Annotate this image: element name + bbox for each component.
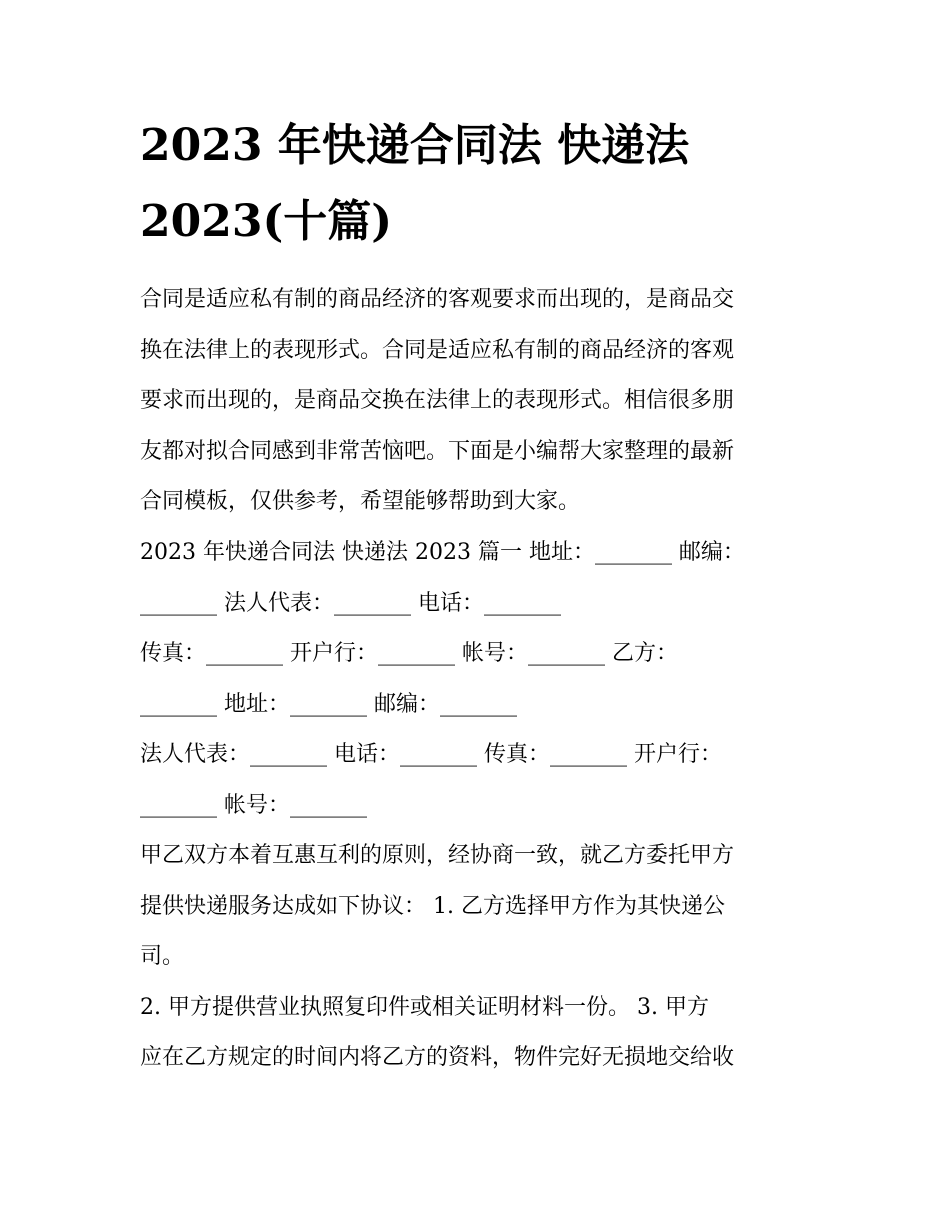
- contract-line: 2. 甲方提供营业执照复印件或相关证明材料一份。 3. 甲方: [140, 994, 709, 1020]
- title-line-1: 2023 年快递合同法 快递法: [140, 120, 690, 171]
- contract-line: 法人代表：_______ 电话：_______ 传真：_______ 开户行：: [140, 742, 722, 767]
- contract-line: _______ 法人代表：_______ 电话：_______: [140, 590, 561, 616]
- intro-line: 要求而出现的，是商品交换在法律上的表现形式。相信很多朋: [140, 388, 735, 413]
- intro-line: 友都对拟合同感到非常苦恼吧。下面是小编帮大家整理的最新: [140, 438, 735, 464]
- contract-line: 司。: [140, 944, 185, 969]
- intro-line: 换在法律上的表现形式。合同是适应私有制的商品经济的客观: [140, 337, 735, 363]
- contract-line: 应在乙方规定的时间内将乙方的资料，物件完好无损地交给收: [140, 1045, 735, 1070]
- document-title: [140, 108, 820, 260]
- contract-line: _______ 地址：_______ 邮编：_______: [140, 691, 517, 717]
- contract-line: 甲乙双方本着互惠互利的原则，经协商一致，就乙方委托甲方: [140, 843, 735, 868]
- contract-line: 传真：_______ 开户行：_______ 帐号：_______ 乙方：: [140, 641, 678, 666]
- contract-line: 提供快递服务达成如下协议： 1. 乙方选择甲方作为其快递公: [140, 893, 725, 919]
- contract-line: _______ 帐号：_______: [140, 792, 367, 818]
- title-line-2: 2023(十篇): [140, 196, 393, 247]
- intro-line: 合同模板，仅供参考，希望能够帮助到大家。: [140, 489, 581, 514]
- intro-paragraph: [140, 275, 820, 528]
- contract-line: 2023 年快递合同法 快递法 2023 篇一 地址：_______ 邮编：: [140, 540, 745, 565]
- intro-line: 合同是适应私有制的商品经济的客观要求而出现的，是商品交: [140, 287, 735, 312]
- contract-body: [140, 528, 820, 1084]
